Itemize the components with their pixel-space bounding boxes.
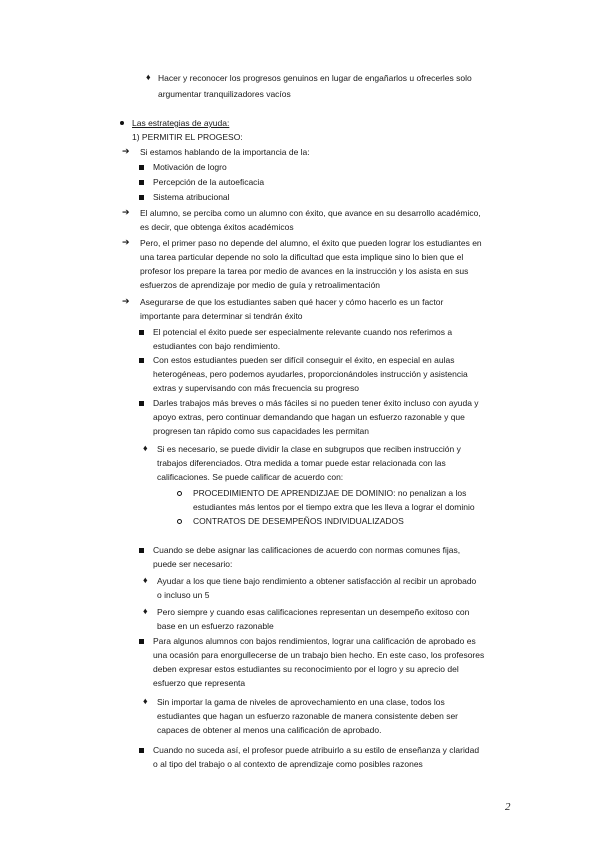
list-item: Sistema atribucional: [153, 192, 230, 202]
arrow-item-text: Asegurarse de que los estudiantes saben qué hacer y cómo hacerlo es un factor: [140, 297, 444, 307]
list-item-text: estudiantes con bajo rendimiento.: [153, 341, 281, 351]
square-bullet-icon: [139, 639, 144, 644]
arrow-item-text: una tarea particular depende no solo la dificultad que esta implique sino lo bien que el: [140, 252, 464, 262]
list-item-text: Pero siempre y cuando esas calificaciones representan un desempeño exitoso con: [157, 607, 470, 617]
arrow-item-text: profesor los prepare la tarea por medio de avances en la instrucción y los asista en sus: [140, 266, 469, 276]
list-item-text: base en un esfuerzo razonable: [157, 621, 274, 631]
list-item-text: Con estos estudiantes pueden ser difícil conseguir el éxito, en especial en aulas: [153, 355, 455, 365]
list-item-text: calificaciones. Se puede calificar de acuerdo con:: [157, 472, 344, 482]
list-item-text: extras y supervisando con más frecuencia su progreso: [153, 383, 359, 393]
list-item-text: estudiantes más lentos por el tiempo extra que les lleva a lograr el dominio: [193, 502, 475, 512]
square-bullet-icon: [139, 180, 144, 185]
intro-line: argumentar tranquilizadores vacíos: [158, 89, 291, 99]
list-item-text: Si es necesario, se puede dividir la clase en subgrupos que reciben instrucción y: [157, 444, 461, 454]
list-item-text: puede ser necesario:: [153, 559, 233, 569]
list-item-text: Darles trabajos más breves o más fáciles si no pueden tener éxito incluso con ayuda y: [153, 398, 479, 408]
list-item-text: una ocasión para enorgullecerse de un trabajo bien hecho. En este caso, los profesores: [153, 650, 485, 660]
intro-line: Hacer y reconocer los progresos genuinos en lugar de engañarlos u ofrecerles solo: [158, 73, 472, 83]
circle-bullet-icon: [177, 491, 182, 496]
arrow-item-text: Si estamos hablando de la importancia de la:: [140, 147, 310, 157]
list-item-text: o incluso un 5: [157, 590, 210, 600]
list-item-text: PROCEDIMIENTO DE APRENDIZJAE DE DOMINIO: no penalizan a los: [193, 488, 467, 498]
arrow-bullet-icon: ➔: [122, 237, 130, 247]
list-item-text: Cuando no suceda así, el profesor puede atribuirlo a su estilo de enseñanza y claridad: [153, 745, 480, 755]
list-item: Percepción de la autoeficacia: [153, 177, 265, 187]
square-bullet-icon: [139, 165, 144, 170]
list-item-text: deben expresar estos estudiantes su reconocimiento por el logro y su aprecio del: [153, 664, 459, 674]
arrow-bullet-icon: ➔: [122, 207, 130, 217]
list-item-text: El potencial el éxito puede ser especialmente relevante cuando nos referimos a: [153, 327, 453, 337]
list-item-text: Ayudar a los que tiene bajo rendimiento a obtener satisfacción al recibir un aprobado: [157, 576, 477, 586]
list-item-text: CONTRATOS DE DESEMPEÑOS INDIVIDUALIZADOS: [193, 516, 404, 526]
diamond-bullet-icon: ♦: [143, 575, 148, 585]
arrow-item-text: Pero, el primer paso no depende del alumno, el éxito que pueden lograr los estudiantes en: [140, 238, 482, 248]
round-bullet-icon: [120, 121, 124, 125]
list-item-text: esfuerzo que representa: [153, 678, 246, 688]
diamond-bullet-icon: ♦: [143, 606, 148, 616]
diamond-bullet-icon: ♦: [146, 72, 151, 82]
square-bullet-icon: [139, 401, 144, 406]
square-bullet-icon: [139, 548, 144, 553]
arrow-item-text: esfuerzos de aprendizaje por medio de guía y retroalimentación: [140, 280, 381, 290]
circle-bullet-icon: [177, 519, 182, 524]
square-bullet-icon: [139, 748, 144, 753]
list-item-text: trabajos diferenciados. Otra medida a tomar puede estar relacionada con las: [157, 458, 446, 468]
list-item-text: Cuando se debe asignar las calificaciones de acuerdo con normas comunes fijas,: [153, 545, 461, 555]
sub-title: 1) PERMITIR EL PROGESO:: [132, 132, 243, 142]
diamond-bullet-icon: ♦: [143, 443, 148, 453]
diamond-bullet-icon: ♦: [143, 696, 148, 706]
arrow-item-text: importante para determinar si tendrán éxito: [140, 311, 303, 321]
arrow-bullet-icon: ➔: [122, 146, 130, 156]
list-item: Motivación de logro: [153, 162, 227, 172]
page-number: 2: [505, 801, 511, 813]
arrow-item-text: El alumno, se perciba como un alumno con éxito, que avance en su desarrollo académico,: [140, 208, 481, 218]
list-item-text: Sin importar la gama de niveles de aprovechamiento en una clase, todos los: [157, 697, 445, 707]
list-item-text: Para algunos alumnos con bajos rendimientos, lograr una calificación de aprobado es: [153, 636, 476, 646]
list-item-text: apoyo extras, pero continuar demandando que hagan un esfuerzo razonable y que: [153, 412, 465, 422]
list-item-text: heterogéneas, pero podemos ayudarles, proporcionándoles instrucción y asistencia: [153, 369, 468, 379]
square-bullet-icon: [139, 330, 144, 335]
list-item-text: progresen tan rápido como sus capacidades les permitan: [153, 426, 369, 436]
arrow-item-text: es decir, que obtenga éxitos académicos: [140, 222, 294, 232]
list-item-text: estudiantes que hagan un esfuerzo razonable de manera consistente deben ser: [157, 711, 459, 721]
square-bullet-icon: [139, 195, 144, 200]
arrow-bullet-icon: ➔: [122, 296, 130, 306]
section-title: Las estrategias de ayuda:: [132, 118, 230, 128]
list-item-text: capaces de obtener al menos una calificación de aprobado.: [157, 725, 382, 735]
list-item-text: o al tipo del trabajo o al contexto de aprendizaje como posibles razones: [153, 759, 423, 769]
square-bullet-icon: [139, 358, 144, 363]
